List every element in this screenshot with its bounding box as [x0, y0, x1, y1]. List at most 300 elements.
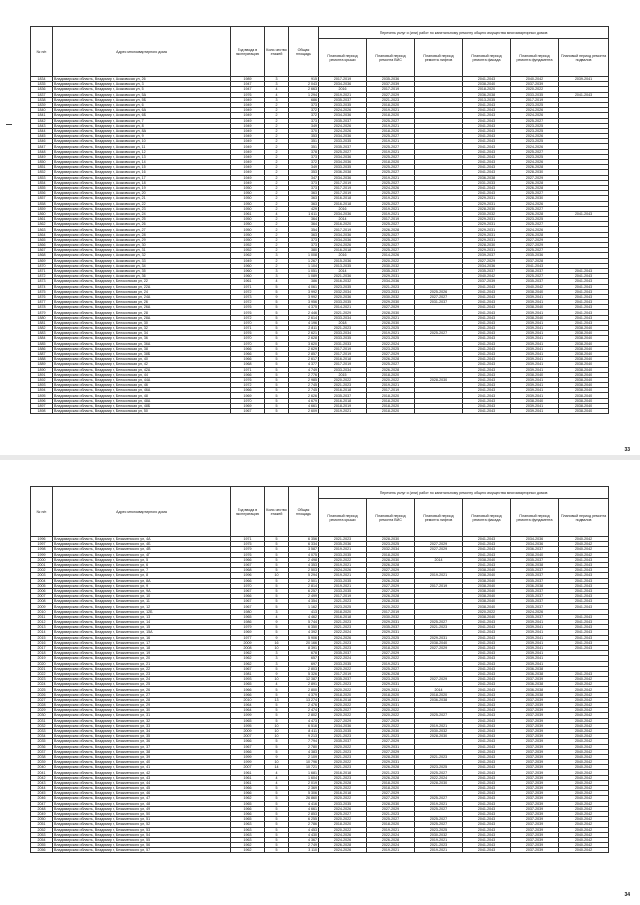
cell-year: 1950 — [231, 191, 265, 196]
cell-num: 2048 — [31, 806, 53, 811]
cell-basement: 2040-2042 — [559, 739, 609, 744]
cell-num: 2045 — [31, 791, 53, 796]
cell-roof: 2020-2022 — [319, 377, 367, 382]
cell-facade: 2041-2043 — [463, 165, 511, 170]
cell-address: Владимирская область, Владимир г, Белоконская ул, 42 — [53, 362, 231, 367]
cell-year: 1952 — [231, 248, 265, 253]
cell-lifts: 2036-2038 — [415, 697, 463, 702]
cell-area: 2 614 — [289, 315, 319, 320]
cell-floors: 5 — [265, 708, 289, 713]
cell-num: 2004 — [31, 578, 53, 583]
cell-basement: 2041-2043 — [559, 300, 609, 305]
cell-vis: 2028-2030 — [367, 557, 415, 562]
cell-facade: 2029-2031 — [463, 232, 511, 237]
cell-vis: 2020-2022 — [367, 377, 415, 382]
cell-vis: 2018-2020 — [367, 102, 415, 107]
cell-floors: 3 — [265, 77, 289, 82]
cell-num: 2026 — [31, 692, 53, 697]
cell-lifts: 2019-2021 — [415, 723, 463, 728]
cell-facade: 2041-2043 — [463, 367, 511, 372]
cell-year: 1966 — [231, 351, 265, 356]
cell-num: 2008 — [31, 599, 53, 604]
cell-area: 10 796 — [289, 760, 319, 765]
cell-num: 2024 — [31, 682, 53, 687]
cell-facade: 2041-2043 — [463, 305, 511, 310]
cell-facade: 2041-2043 — [463, 625, 511, 630]
cell-address: Владимирская область, Владимир г, Безыменского ул, 4А — [53, 537, 231, 542]
cell-foundation: 2025-2027 — [511, 206, 559, 211]
header-year: Год ввода в эксплуатацию — [231, 27, 265, 77]
cell-num: 2021 — [31, 666, 53, 671]
cell-year: 1968 — [231, 362, 265, 367]
cell-lifts: 2025-2027 — [415, 620, 463, 625]
cell-foundation: 2036-2038 — [511, 687, 559, 692]
cell-facade: 2041-2043 — [463, 703, 511, 708]
cell-year: 1999 — [231, 713, 265, 718]
cell-num: 2051 — [31, 822, 53, 827]
cell-facade: 2027-2029 — [463, 258, 511, 263]
cell-basement: 2040-2042 — [559, 811, 609, 816]
cell-foundation: 2039-2041 — [511, 351, 559, 356]
cell-floors: 5 — [265, 300, 289, 305]
cell-area: 1 051 — [289, 268, 319, 273]
cell-foundation: 2035-2037 — [511, 604, 559, 609]
cell-roof: 2035-2037 — [319, 97, 367, 102]
cell-lifts: 2023-2025 — [415, 827, 463, 832]
cell-facade: 2034-2036 — [463, 263, 511, 268]
cell-year: 1972 — [231, 315, 265, 320]
cell-floors: 2 — [265, 196, 289, 201]
cell-area: 1 681 — [289, 770, 319, 775]
cell-address: Владимирская область, Владимир г, Безыменского ул, 35 — [53, 734, 231, 739]
cell-year: 1966 — [231, 692, 265, 697]
cell-roof: 2023-2025 — [319, 604, 367, 609]
cell-facade: 2031-2033 — [463, 180, 511, 185]
cell-vis: 2019-2021 — [367, 123, 415, 128]
cell-foundation: 2039-2041 — [511, 661, 559, 666]
cell-floors: 5 — [265, 341, 289, 346]
cell-facade: 2041-2043 — [463, 723, 511, 728]
cell-floors: 2 — [265, 149, 289, 154]
cell-area: 2 446 — [289, 310, 319, 315]
cell-vis: 2025-2027 — [367, 191, 415, 196]
cell-lifts: 2019-2021 — [415, 848, 463, 853]
cell-vis: 2023-2025 — [367, 346, 415, 351]
cell-address: Владимирская область, Владимир г, Асаковская ул, 9 — [53, 134, 231, 139]
cell-facade: 2041-2043 — [463, 822, 511, 827]
cell-foundation: 2028-2030 — [511, 196, 559, 201]
cell-area: 1 104 — [289, 263, 319, 268]
cell-foundation: 2039-2041 — [511, 651, 559, 656]
table-row — [31, 409, 609, 414]
cell-basement: 2040-2042 — [559, 765, 609, 770]
cell-num: 2025 — [31, 687, 53, 692]
cell-address: Владимирская область, Владимир г, Безыменского ул, 4Г — [53, 552, 231, 557]
cell-num: 1880 — [31, 315, 53, 320]
cell-floors: 5 — [265, 346, 289, 351]
cell-area: 2 780 — [289, 744, 319, 749]
cell-num: 2043 — [31, 780, 53, 785]
cell-num: 1868 — [31, 253, 53, 258]
cell-year: 1999 — [231, 754, 265, 759]
cell-floors: 5 — [265, 604, 289, 609]
cell-basement: 2041-2043 — [559, 583, 609, 588]
cell-basement: 2040-2042 — [559, 806, 609, 811]
cell-num: 1835 — [31, 82, 53, 87]
cell-foundation: 2038-2040 — [511, 552, 559, 557]
cell-area: 364 — [289, 222, 319, 227]
cell-address: Владимирская область, Владимир г, Безыменского ул, 17 — [53, 640, 231, 645]
cell-vis: 2028-2030 — [367, 310, 415, 315]
cell-basement: 2040-2042 — [559, 837, 609, 842]
cell-area: 4 473 — [289, 718, 319, 723]
cell-year: 1963 — [231, 822, 265, 827]
cell-num: 2039 — [31, 760, 53, 765]
cell-num: 1876 — [31, 294, 53, 299]
cell-area: 373 — [289, 185, 319, 190]
cell-floors: 2 — [265, 134, 289, 139]
cell-area: 4 430 — [289, 832, 319, 837]
cell-floors: 5 — [265, 827, 289, 832]
cell-foundation: 2037-2039 — [511, 801, 559, 806]
cell-vis: 2019-2021 — [367, 211, 415, 216]
cell-roof: 2024-2026 — [319, 108, 367, 113]
cell-num: 2032 — [31, 723, 53, 728]
cell-basement: 2041-2043 — [559, 279, 609, 284]
cell-vis: 2019-2021 — [367, 848, 415, 853]
cell-area: 2 474 — [289, 708, 319, 713]
cell-year: 1965 — [231, 682, 265, 687]
cell-foundation: 2037-2039 — [511, 817, 559, 822]
cell-basement: 2038-2040 — [559, 331, 609, 336]
cell-facade: 2038-2040 — [463, 604, 511, 609]
page-number: 33 — [624, 447, 630, 453]
header-area: Общая площадь — [289, 27, 319, 77]
cell-address: Владимирская область, Владимир г, Асаковская ул, 33 — [53, 258, 231, 263]
table-body-page-33 — [31, 77, 609, 414]
cell-address: Владимирская область, Владимир г, Безыменского ул, 42 — [53, 770, 231, 775]
cell-roof: 2034-2036 — [319, 211, 367, 216]
cell-foundation: 2037-2039 — [511, 791, 559, 796]
cell-num: 1883 — [31, 331, 53, 336]
cell-basement: 2041-2043 — [559, 315, 609, 320]
cell-num: 2037 — [31, 749, 53, 754]
cell-year: 1949 — [231, 175, 265, 180]
cell-area: 6 356 — [289, 537, 319, 542]
cell-roof: 2017-2019 — [319, 362, 367, 367]
cell-floors: 9 — [265, 635, 289, 640]
cell-floors: 10 — [265, 573, 289, 578]
cell-floors: 5 — [265, 547, 289, 552]
cell-roof: 2016-2018 — [319, 614, 367, 619]
cell-lifts: 2025-2027 — [415, 331, 463, 336]
cell-num: 2005 — [31, 583, 53, 588]
cell-roof: 2021-2023 — [319, 765, 367, 770]
cell-foundation: 2023-2025 — [511, 139, 559, 144]
cell-floors: 5 — [265, 837, 289, 842]
cell-foundation: 2039-2041 — [511, 403, 559, 408]
cell-roof: 2024-2026 — [319, 128, 367, 133]
cell-area: 2 803 — [289, 666, 319, 671]
cell-vis: 2019-2021 — [367, 331, 415, 336]
cell-facade: 2041-2043 — [463, 160, 511, 165]
cell-area: 2 800 — [289, 687, 319, 692]
cell-address: Владимирская область, Владимир г, Безыменского ул, 41 — [53, 765, 231, 770]
cell-area: 372 — [289, 160, 319, 165]
cell-roof: 2017-2019 — [319, 594, 367, 599]
cell-address: Владимирская область, Владимир г, Белоконская ул, 36А — [53, 341, 231, 346]
cell-roof: 2018-2020 — [319, 692, 367, 697]
cell-roof: 2017-2019 — [319, 77, 367, 82]
cell-year: 1961 — [231, 211, 265, 216]
cell-year: 1950 — [231, 201, 265, 206]
header-work-facade: Плановый период ремонта фасада — [463, 499, 511, 537]
cell-year: 1976 — [231, 377, 265, 382]
cell-facade: 2041-2043 — [463, 315, 511, 320]
cell-vis: 2025-2027 — [367, 222, 415, 227]
cell-address: Владимирская область, Владимир г, Белоконская ул, 42А — [53, 367, 231, 372]
cell-address: Владимирская область, Владимир г, Безыменского ул, 36 — [53, 739, 231, 744]
cell-foundation: 2039-2041 — [511, 656, 559, 661]
cell-vis: 2022-2024 — [367, 341, 415, 346]
cell-num: 2034 — [31, 734, 53, 739]
cell-floors: 5 — [265, 310, 289, 315]
cell-floors: 2 — [265, 185, 289, 190]
cell-area: 6 255 — [289, 817, 319, 822]
cell-foundation: 2038-2040 — [511, 315, 559, 320]
cell-facade: 2041-2043 — [463, 760, 511, 765]
cell-area: 686 — [289, 97, 319, 102]
cell-vis: 2023-2025 — [367, 336, 415, 341]
cell-area: 363 — [289, 191, 319, 196]
cell-area: 2 985 — [289, 377, 319, 382]
cell-address: Владимирская область, Владимир г, Безыменского ул, 28 — [53, 697, 231, 702]
cell-foundation: 2026-2028 — [511, 180, 559, 185]
cell-year: 1960 — [231, 268, 265, 273]
cell-year: 1967 — [231, 562, 265, 567]
cell-num: 2049 — [31, 811, 53, 816]
cell-year: 1964 — [231, 708, 265, 713]
cell-floors: 5 — [265, 398, 289, 403]
cell-basement: 2040-2042 — [559, 775, 609, 780]
cell-address: Владимирская область, Владимир г, Белоконская ул, 48А — [53, 398, 231, 403]
cell-floors: 5 — [265, 562, 289, 567]
header-num: № п/п — [31, 487, 53, 537]
cell-roof: 2020-2022 — [319, 687, 367, 692]
cell-foundation: 2026-2028 — [511, 211, 559, 216]
cell-foundation: 2025-2027 — [511, 118, 559, 123]
cell-num: 2053 — [31, 832, 53, 837]
cell-address: Владимирская область, Владимир г, Белоконская ул, 44 — [53, 372, 231, 377]
cell-floors: 2 — [265, 175, 289, 180]
cell-year: 1949 — [231, 180, 265, 185]
cell-area: 2 019 — [289, 780, 319, 785]
header-work-roof: Плановый период ремонта крыши — [319, 499, 367, 537]
cell-year: 1967 — [231, 588, 265, 593]
cell-basement: 2040-2042 — [559, 754, 609, 759]
cell-vis: 2025-2027 — [367, 666, 415, 671]
cell-roof: 2021-2023 — [319, 537, 367, 542]
cell-facade: 2041-2043 — [463, 170, 511, 175]
cell-year: 1950 — [231, 227, 265, 232]
cell-foundation: 2038-2040 — [511, 289, 559, 294]
cell-address: Владимирская область, Владимир г, Асаковская ул, 25 — [53, 217, 231, 222]
cell-foundation: 2035-2037 — [511, 573, 559, 578]
cell-floors: 2 — [265, 217, 289, 222]
cell-vis: 2018-2020 — [367, 398, 415, 403]
cell-address: Владимирская область, Владимир г, Асаковская ул, 6А — [53, 108, 231, 113]
cell-floors: 3 — [265, 253, 289, 258]
cell-roof: 2027-2029 — [319, 718, 367, 723]
cell-address: Владимирская область, Владимир г, Безыменского ул, 11 — [53, 599, 231, 604]
cell-year: 1976 — [231, 552, 265, 557]
cell-foundation: 2038-2040 — [511, 398, 559, 403]
cell-vis: 2027-2029 — [367, 749, 415, 754]
cell-address: Владимирская область, Владимир г, Безыменского ул, 55 — [53, 837, 231, 842]
cell-area: 2 499 — [289, 594, 319, 599]
cell-floors: 2 — [265, 165, 289, 170]
cell-area: 6 334 — [289, 542, 319, 547]
header-floors: Коли-чество этажей — [265, 487, 289, 537]
cell-area: 2 663 — [289, 87, 319, 92]
cell-year: 1962 — [231, 656, 265, 661]
cell-year: 1971 — [231, 284, 265, 289]
cell-num: 2002 — [31, 568, 53, 573]
cell-floors: 4 — [265, 780, 289, 785]
cell-facade: 2041-2043 — [463, 791, 511, 796]
cell-vis: 2018-2020 — [367, 128, 415, 133]
cell-vis: 2021-2023 — [367, 770, 415, 775]
cell-num: 1867 — [31, 248, 53, 253]
cell-foundation: 2035-2036 — [511, 253, 559, 258]
cell-floors: 5 — [265, 552, 289, 557]
cell-floors: 5 — [265, 806, 289, 811]
cell-area: 363 — [289, 201, 319, 206]
cell-year: 1961 — [231, 775, 265, 780]
cell-foundation: 2037-2039 — [511, 786, 559, 791]
cell-area: 3 992 — [289, 294, 319, 299]
cell-year: 1969 — [231, 630, 265, 635]
repair-schedule-table-page-33 — [30, 26, 609, 414]
cell-facade: 2041-2043 — [463, 310, 511, 315]
cell-year: 1949 — [231, 165, 265, 170]
cell-num: 1896 — [31, 398, 53, 403]
cell-area: 349 — [289, 165, 319, 170]
cell-basement: 2041-2043 — [559, 557, 609, 562]
cell-roof: 2016 — [319, 87, 367, 92]
cell-basement: 2041-2043 — [559, 289, 609, 294]
cell-address: Владимирская область, Владимир г, Асаковская ул, 26 — [53, 77, 231, 82]
cell-year: 1949 — [231, 139, 265, 144]
cell-roof: 2021-2023 — [319, 383, 367, 388]
cell-num: 1886 — [31, 346, 53, 351]
cell-lifts: 2025-2027 — [415, 822, 463, 827]
cell-num: 1878 — [31, 305, 53, 310]
cell-address: Владимирская область, Владимир г, Асаковская ул, 32 — [53, 253, 231, 258]
cell-year: 1971 — [231, 326, 265, 331]
cell-address: Владимирская область, Владимир г, Безыменского ул, 50 — [53, 811, 231, 816]
cell-floors: 5 — [265, 320, 289, 325]
cell-foundation: 2024-2026 — [511, 134, 559, 139]
cell-basement: 2041-2043 — [559, 625, 609, 630]
cell-area: 3 956 — [289, 300, 319, 305]
cell-facade: 2029-2031 — [463, 248, 511, 253]
cell-facade: 2028-2030 — [463, 243, 511, 248]
cell-vis: 2025-2027 — [367, 243, 415, 248]
cell-foundation: 2035-2037 — [511, 568, 559, 573]
cell-floors: 3 — [265, 609, 289, 614]
cell-vis: 2025-2027 — [367, 817, 415, 822]
cell-year: 1976 — [231, 331, 265, 336]
cell-basement: 2040-2042 — [559, 547, 609, 552]
cell-num: 1863 — [31, 227, 53, 232]
cell-foundation: 2017-2019 — [511, 97, 559, 102]
cell-roof: 2034-2036 — [319, 160, 367, 165]
cell-basement: 2040-2042 — [559, 749, 609, 754]
cell-facade: 2041-2043 — [463, 108, 511, 113]
cell-basement: 2041-2043 — [559, 630, 609, 635]
cell-num: 1837 — [31, 92, 53, 97]
cell-year: 1966 — [231, 557, 265, 562]
cell-area: 8 411 — [289, 728, 319, 733]
cell-vis: 2018-2020 — [367, 113, 415, 118]
table-body-page-34 — [31, 537, 609, 853]
cell-roof: 2021-2023 — [319, 326, 367, 331]
cell-vis: 2029-2031 — [367, 760, 415, 765]
cell-foundation: 2024-2026 — [511, 113, 559, 118]
cell-basement: 2040-2042 — [559, 817, 609, 822]
cell-foundation: 2037-2039 — [511, 734, 559, 739]
cell-facade: 2041-2043 — [463, 848, 511, 853]
cell-area: 353 — [289, 134, 319, 139]
cell-floors: 5 — [265, 336, 289, 341]
cell-floors: 5 — [265, 703, 289, 708]
cell-floors: 9 — [265, 620, 289, 625]
cell-floors: 5 — [265, 630, 289, 635]
cell-foundation: 2037-2039 — [511, 728, 559, 733]
cell-num: 1857 — [31, 196, 53, 201]
cell-address: Владимирская область, Владимир г, Безыменского ул, 39 — [53, 754, 231, 759]
cell-lifts: 2028-2030 — [415, 377, 463, 382]
cell-foundation: 2037-2039 — [511, 780, 559, 785]
cell-num: 2015 — [31, 635, 53, 640]
cell-roof: 2019-2021 — [319, 547, 367, 552]
cell-floors: 5 — [265, 331, 289, 336]
cell-area: 3 620 — [289, 341, 319, 346]
cell-facade: 2041-2043 — [463, 393, 511, 398]
cell-area: 1 611 — [289, 211, 319, 216]
cell-basement: 2041-2043 — [559, 568, 609, 573]
cell-year: 1950 — [231, 232, 265, 237]
cell-address: Владимирская область, Владимир г, Белоконская ул, 26А — [53, 305, 231, 310]
cell-foundation: 2039-2041 — [511, 620, 559, 625]
cell-num: 2047 — [31, 801, 53, 806]
cell-area: 4 661 — [289, 806, 319, 811]
cell-floors: 10 — [265, 723, 289, 728]
cell-facade: 2041-2043 — [463, 77, 511, 82]
cell-num: 1872 — [31, 274, 53, 279]
cell-facade: 2041-2043 — [463, 749, 511, 754]
cell-vis: 2020-2021 — [367, 315, 415, 320]
cell-facade: 2041-2043 — [463, 713, 511, 718]
cell-area: 4 377 — [289, 362, 319, 367]
cell-vis: 2021-2023 — [367, 734, 415, 739]
cell-foundation: 2023-2025 — [511, 123, 559, 128]
cell-floors: 2 — [265, 180, 289, 185]
cell-vis: 2019-2021 — [367, 196, 415, 201]
cell-vis: 2029-2031 — [367, 744, 415, 749]
cell-roof: 2024-2026 — [319, 837, 367, 842]
